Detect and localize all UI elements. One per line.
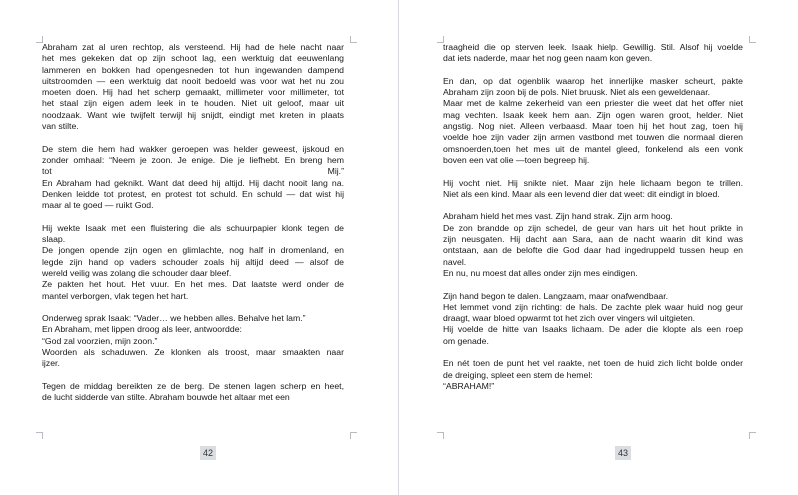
text-line: om genade.	[443, 335, 489, 346]
text-line: slaap.	[42, 234, 66, 245]
text-line: De zon brandde op zijn schedel, de geur van hars uit het hout prikte in	[443, 222, 743, 233]
text-line: maar al te goed — ruikt God.	[42, 200, 154, 211]
text-line: Abraham zijn zoon bij de pols. Niet bruusk. Niet als een geweldenaar.	[443, 87, 711, 98]
text-line: de dreiging, spleet een stem de hemel:	[443, 369, 593, 380]
text-line: Hij wekte Isaak met een fluistering die als schuurpapier klonk tegen de	[42, 222, 344, 233]
text-line: mantel verborgen, vlak tegen het hart.	[42, 290, 189, 301]
text-line: Denken leidde tot protest, en protest tot schuld. En schuld — dat wist hij	[42, 188, 344, 199]
paragraph	[42, 42, 344, 132]
text-line: van stilte.	[42, 121, 79, 132]
crop-mark-bottom-right	[350, 432, 357, 439]
text-line: het mes gekeken dat op zijn schoot lag, een werktuig dat eeuwenlang	[42, 53, 344, 64]
right-page-text[interactable]	[443, 42, 743, 404]
text-line: Hij vocht niet. Hij snikte niet. Maar zijn hele lichaam begon te trillen.	[443, 177, 743, 188]
crop-mark-bottom-left	[437, 432, 444, 439]
text-line: lammeren en bokken had opengesneden tot hun ingewanden dampend	[42, 64, 344, 75]
text-line: moeten doen. Hij had het scherp gemaakt, millimeter voor millimeter, tot	[42, 87, 344, 98]
paragraph	[443, 178, 743, 201]
text-line: mag vechten. Isaak keek hem aan. Zijn ogen waren groot, helder. Niet	[443, 109, 743, 120]
text-line: dat iets naderde, maar het nog geen naam kon geven.	[443, 53, 653, 64]
text-line: zonder omhaal: “Neem je zoon. Je enige. Die je liefhebt. En breng hem	[42, 154, 344, 165]
text-line: En Abraham had geknikt. Want dat deed hij altijd. Hij dacht nooit lang na.	[42, 177, 344, 188]
text-line: het staal zijn eigen adem leek in te houden. Niet uit geloof, maar uit	[42, 98, 344, 109]
text-line: Maar met de kalme zekerheid van een priester die weet dat het offer niet	[443, 98, 743, 109]
paragraph	[443, 76, 743, 166]
text-line: legde zijn hand op vaders schouder zoals hij altijd deed — alsof de	[42, 256, 344, 267]
crop-mark-top-right	[350, 36, 357, 43]
text-line: En nét toen de punt het vel raakte, net toen de huid zich licht bolde onder	[443, 358, 743, 369]
crop-mark-bottom-right	[749, 432, 756, 439]
text-line: Tegen de middag bereikten ze de berg. De stenen lagen scherp en heet,	[42, 380, 344, 391]
text-line: de lucht sidderde van stilte. Abraham bouwde het altaar met een	[42, 392, 290, 403]
text-line: Hij voelde de hitte van Isaaks lichaam. De ader die klopte als een roep	[443, 324, 743, 335]
paragraph	[42, 223, 344, 302]
paragraph	[42, 381, 344, 404]
text-line: ontstaan, aan de belofte die God daar had ingedruppeld tussen heup en	[443, 245, 743, 256]
text-line: ijzer.	[42, 358, 60, 369]
left-page-text[interactable]	[42, 42, 344, 415]
text-line: “ABRAHAM!”	[443, 380, 495, 391]
text-line: De stem die hem had wakker geroepen was helder geweest, ijskoud en	[42, 143, 344, 154]
right-page	[399, 0, 798, 495]
text-line: Niet als een kind. Maar als een levend dier dat weet: dit eindigt in bloed.	[443, 188, 720, 199]
crop-mark-top-right	[749, 36, 756, 43]
text-line: Abraham zat al uren rechtop, als versteend. Hij had de hele nacht naar	[42, 42, 344, 52]
paragraph	[443, 358, 743, 392]
text-line: traagheid die op sterven leek. Isaak hielp. Gewillig. Stil. Alsof hij voelde	[443, 42, 743, 52]
text-line: zijn neusgaten. Hij dacht aan Sara, aan de nacht waarin dit kind was	[443, 234, 743, 245]
paragraph	[42, 313, 344, 369]
text-line: En nu, nu moest dat alles onder zijn mes eindigen.	[443, 267, 638, 278]
text-line: Zijn hand begon te dalen. Langzaam, maar onafwendbaar.	[443, 290, 669, 301]
text-line: wereld veilig was zolang die schouder daar bleef.	[42, 267, 232, 278]
text-line: Ze pakten het hout. Het vuur. En het mes. Dat laatste werd onder de	[42, 279, 344, 290]
text-line: draagt, waar bloed opwarmt tot het zich over vingers wil uitgieten.	[443, 313, 696, 324]
paragraph	[443, 211, 743, 279]
text-line: En Abraham, met lippen droog als leer, antwoordde:	[42, 324, 242, 335]
page-number-left: 42	[200, 446, 216, 460]
text-line: boven een vat olie —toen begreep hij.	[443, 154, 590, 165]
text-line: Het lemmet vond zijn richting: de hals. De zachte plek waar huid nog geur	[443, 301, 743, 312]
text-line: Woorden als schaduwen. Ze klonken als troost, maar smaakten naar	[42, 347, 344, 358]
paragraph	[42, 144, 344, 212]
text-line: De jongen opende zijn ogen en glimlachte, nog half in dromenland, en	[42, 245, 344, 256]
paragraph	[443, 42, 743, 65]
text-line: voelde hoe zijn vader zijn armen vastbond met touwen die normaal dieren	[443, 132, 743, 143]
text-line: Onderweg sprak Isaak: “Vader… we hebben alles. Behalve het lam.”	[42, 313, 306, 324]
paragraph	[443, 291, 743, 347]
text-line: tot Mij.”	[42, 166, 344, 177]
crop-mark-bottom-left	[36, 432, 43, 439]
text-line: Abraham hield het mes vast. Zijn hand strak. Zijn arm hoog.	[443, 211, 673, 222]
text-line: omsnoerden,toen het mes uit de mantel gleed, fonkelend als een vonk	[443, 143, 743, 154]
text-line: En dan, op dat ogenblik waarop het innerlijke masker scheurt, pakte	[443, 75, 743, 86]
text-line: uitstroomden — een werktuig dat nooit bedoeld was voor wat het nu zou	[42, 75, 344, 86]
text-line: “God zal voorzien, mijn zoon.”	[42, 335, 158, 346]
text-line: angstig. Nog niet. Alleen verbaasd. Maar toen hij het hout zag, toen hij	[443, 121, 743, 132]
text-line: noodzaak. Want wie twijfelt terwijl hij snijdt, eindigt met kreten in plaats	[42, 109, 344, 120]
page-number-right: 43	[615, 446, 631, 460]
text-line: navel.	[443, 256, 467, 267]
